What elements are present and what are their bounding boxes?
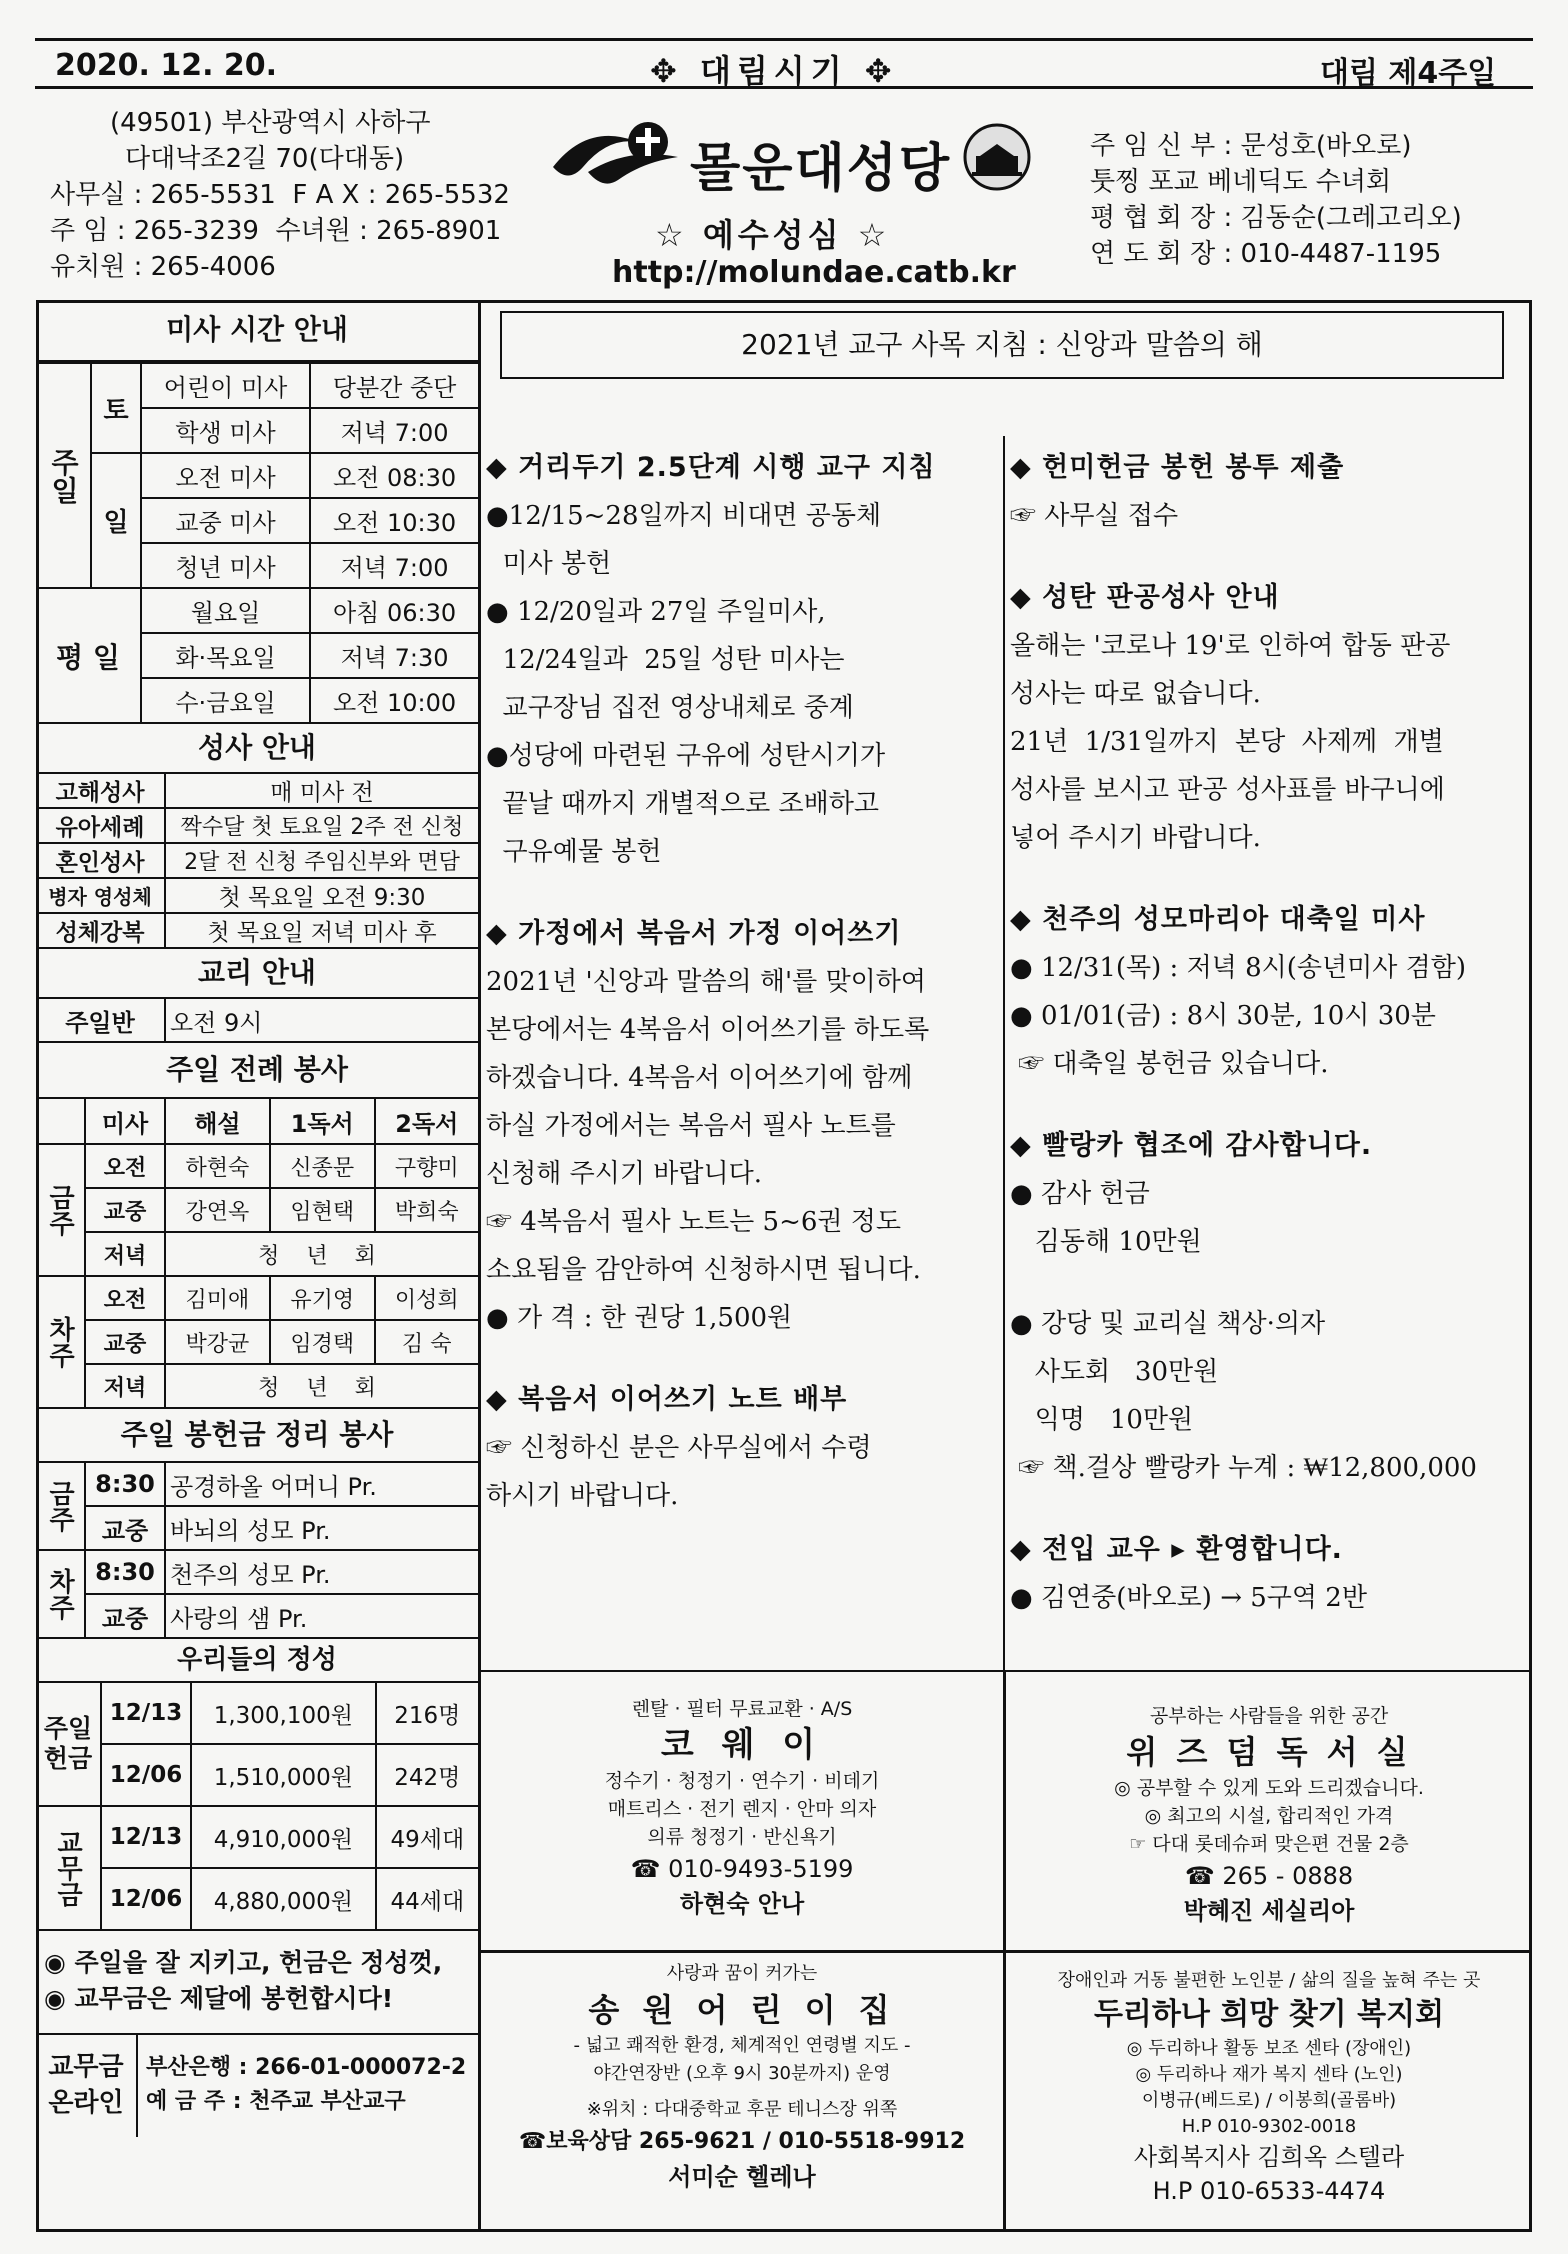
liturgical-week: 대림 제4주일	[1320, 56, 1497, 91]
service-group: 사랑의 샘 Pr.	[165, 1594, 478, 1638]
notice-column-2	[1010, 444, 1525, 1622]
online-label: 교무금	[48, 2052, 124, 2082]
offering-count: 44세대	[376, 1868, 478, 1930]
notice-line: ● 강당 및 교리실 책상·의자	[1010, 1309, 1326, 1339]
mass-time: 저녁 7:00	[310, 543, 478, 588]
ad-phone: ☎보육상담 265-9621 / 010-5518-9912	[518, 2129, 966, 2154]
spacer	[1010, 1492, 1525, 1526]
ad-name: 코 웨 이	[660, 1725, 824, 1765]
liturgy-header: 1독서	[270, 1098, 375, 1144]
service-group: 바뇌의 성모 Pr.	[165, 1506, 478, 1550]
notice-line: ☞ 신청하신 분은 사무실에서 수령	[486, 1433, 872, 1463]
notice-line: 21년 1/31일까지 본당 사제께 개별	[1010, 727, 1444, 757]
ad-detail: ◎ 두리하나 재가 복지 센타 (노인)	[1135, 2064, 1403, 2085]
sacrament-name: 병자 영성체	[36, 878, 165, 913]
account-holder: 예 금 주 : 천주교 부산교구	[146, 2089, 406, 2114]
commentator: 김미애	[165, 1276, 270, 1320]
notice-heading: ◆ 복음서 이어쓰기 노트 배부	[486, 1384, 848, 1415]
mass-time: 저녁 7:30	[310, 633, 478, 678]
liturgy-mass: 오전	[85, 1144, 165, 1188]
ad-detail: 의류 청정기 · 반신욕기	[647, 1826, 837, 1848]
offering-date: 12/13	[101, 1806, 191, 1868]
liturgy-mass: 교중	[85, 1188, 165, 1232]
notice-line: 소요됨을 감안하여 신청하시면 됩니다.	[486, 1255, 921, 1285]
church-url[interactable]: http://molundae.catb.kr	[612, 255, 1016, 290]
notice-line: 사도회 30만원	[1010, 1357, 1219, 1387]
mass-time: 오전 08:30	[310, 453, 478, 498]
notice-line: 김동해 10만원	[1010, 1227, 1202, 1257]
notice-line: 성사는 따로 없습니다.	[1010, 679, 1261, 709]
commentator: 박강균	[165, 1320, 270, 1364]
service-group: 공경하올 어머니 Pr.	[165, 1462, 478, 1506]
offering-date: 12/13	[101, 1682, 191, 1744]
offerings-title: 우리들의 정성	[177, 1645, 337, 1675]
notice-line: ● 01/01(금) : 8시 30분, 10시 30분	[1010, 1001, 1436, 1031]
notice-line: 12/24일과 25일 성탄 미사는	[486, 645, 845, 675]
ad-detail: 매트리스 · 전기 렌지 · 안마 의자	[607, 1798, 877, 1820]
church-motto: ☆ 예수성심 ☆	[655, 216, 891, 254]
ad-contact: 서미순 헬레나	[668, 2163, 816, 2191]
ad-detail: ◎ 두리하나 활동 보조 센타 (장애인)	[1126, 2038, 1412, 2059]
church-name: 몰운대성당	[690, 139, 952, 199]
ad-name: 송 원 어 린 이 집	[588, 1991, 896, 2029]
liturgy-mass: 교중	[85, 1320, 165, 1364]
ad-detail: 정수기 · 청정기 · 연수기 · 비데기	[604, 1770, 880, 1792]
spacer	[1010, 1266, 1525, 1300]
mass-name: 청년 미사	[141, 543, 310, 588]
mass-name: 어린이 미사	[141, 363, 310, 408]
ad-phone: ☎ 010-9493-5199	[630, 1855, 854, 1883]
notice-heading: ◆ 헌미헌금 봉헌 봉투 제출	[1010, 452, 1345, 483]
mass-time: 아침 06:30	[310, 588, 478, 633]
catechism-label: 주일반	[36, 998, 165, 1042]
notice-line: 익명 10만원	[1010, 1405, 1194, 1435]
staff-block	[1090, 128, 1462, 272]
next-week-label: 차주	[36, 1276, 85, 1408]
notice-line: ● 가 격 : 한 권당 1,500원	[486, 1303, 793, 1333]
saturday-label: 토	[91, 363, 141, 453]
liturgy-mass: 저녁	[85, 1232, 165, 1276]
sacrament-detail: 첫 목요일 저녁 미사 후	[165, 913, 478, 948]
mass-time: 당분간 중단	[310, 363, 478, 408]
ad-kindergarten	[482, 1960, 1002, 2194]
offering-date: 12/06	[101, 1744, 191, 1806]
commentator: 하현숙	[165, 1144, 270, 1188]
ad-coway	[482, 1695, 1002, 1921]
sunday-label: 주일	[36, 363, 91, 588]
this-week-label: 금주	[36, 1144, 85, 1276]
issue-date: 2020. 12. 20.	[55, 48, 278, 83]
church-building-icon	[962, 122, 1032, 192]
address: (49501) 부산광역시 사하구	[110, 108, 431, 138]
reader-1: 신종문	[270, 1144, 375, 1188]
nun-phone: 수녀원 : 265-8901	[275, 216, 502, 246]
ad-detail: - 넓고 쾌적한 환경, 체계적인 연령별 지도 -	[573, 2035, 911, 2056]
spacer	[486, 876, 1001, 910]
notice-line: 넣어 주시기 바랍니다.	[1010, 823, 1261, 853]
sacrament-detail: 매 미사 전	[165, 773, 478, 808]
fax: F A X : 265-5532	[292, 180, 510, 210]
liturgy-title: 주일 전례 봉사	[166, 1053, 348, 1086]
bank-account: 부산은행 : 266-01-000072-2	[146, 2055, 467, 2080]
star-icon: ☆	[842, 216, 891, 254]
offering-service-table	[36, 1461, 478, 1639]
youth-group: 청 년 회	[165, 1364, 478, 1408]
left-column	[36, 300, 478, 2137]
service-mass: 교중	[85, 1594, 165, 1638]
sisters: 툿찡 포교 베네딕도 수녀회	[1090, 167, 1392, 197]
parish-due-label: 교무금	[36, 1806, 101, 1930]
weekday-label: 평 일	[36, 588, 141, 723]
notice-line: ● 12/31(목) : 저녁 8시(송년미사 겸함)	[1010, 953, 1466, 983]
youth-group: 청 년 회	[165, 1232, 478, 1276]
mass-name: 학생 미사	[141, 408, 310, 453]
notice-line: ●12/15~28일까지 비대면 공동체	[486, 501, 882, 531]
ad-name: 두리하나 희망 찾기 복지회	[1093, 1997, 1445, 2032]
reader-2: 박희숙	[375, 1188, 478, 1232]
notice-heading: ◆ 전입 교우 ▸ 환영합니다.	[1010, 1534, 1343, 1565]
commentator: 강연옥	[165, 1188, 270, 1232]
notice-heading: ◆ 가정에서 복음서 가정 이어쓰기	[486, 918, 902, 949]
service-group: 천주의 성모 Pr.	[165, 1550, 478, 1594]
notice-line: 구유예물 봉헌	[486, 837, 662, 867]
online-transfer	[36, 2035, 478, 2137]
season-title: ✥ 대림시기 ✥	[650, 52, 898, 90]
offering-service-title: 주일 봉헌금 정리 봉사	[120, 1418, 394, 1451]
next-week-label: 차주	[36, 1550, 85, 1638]
sacrament-detail: 2달 전 신청 주임신부와 면담	[165, 843, 478, 878]
reader-2: 김 숙	[375, 1320, 478, 1364]
star-icon: ☆	[655, 216, 703, 254]
notice-line: 하시기 바랍니다.	[486, 1481, 679, 1511]
liturgy-table	[36, 1097, 478, 1409]
ad-tagline: 공부하는 사람들을 위한 공간	[1149, 1705, 1389, 1727]
reader-1: 유기영	[270, 1276, 375, 1320]
notice-column-1	[486, 444, 1001, 1520]
notice-line: ☞ 책.걸상 빨랑카 누계 : ₩12,800,000	[1010, 1453, 1477, 1483]
notice-line: 성사를 보시고 판공 성사표를 바구니에	[1010, 775, 1445, 805]
ad-name: 위 즈 덤 독 서 실	[1126, 1733, 1412, 1771]
sacrament-name: 혼인성사	[36, 843, 165, 878]
office-phone: 사무실 : 265-5531	[50, 180, 276, 210]
reader-1: 임현택	[270, 1188, 375, 1232]
notice-line: ● 감사 헌금	[1010, 1179, 1150, 1209]
notice-line: 하겠습니다. 4복음서 이어쓰기에 함께	[486, 1063, 913, 1093]
ad-tagline: 사랑과 꿈이 커가는	[666, 1963, 818, 1984]
mass-name: 화·목요일	[141, 633, 310, 678]
notice-line: 교구장님 집전 영상내체로 중계	[486, 693, 854, 723]
ad-welfare	[1006, 1968, 1532, 2208]
notice-line: 미사 봉헌	[486, 549, 612, 579]
notice-line: ●성당에 마련된 구유에 성탄시기가	[486, 741, 886, 771]
notice-line: 본당에서는 4복음서 이어쓰기를 하도록	[486, 1015, 930, 1045]
ad-study-room	[1006, 1702, 1532, 1928]
sacrament-detail: 짝수달 첫 토요일 2주 전 신청	[165, 808, 478, 843]
ad-tagline: 렌탈 · 필터 무료교환 · A/S	[631, 1698, 853, 1720]
ad-detail: H.P 010-9302-0018	[1181, 2116, 1357, 2137]
notice-heading: ◆ 빨랑카 협조에 감사합니다.	[1010, 1130, 1373, 1161]
reader-2: 이성희	[375, 1276, 478, 1320]
catechism-time: 오전 9시	[165, 998, 478, 1042]
legion-president: 연 도 회 장 : 010-4487-1195	[1090, 239, 1442, 269]
pastoral-banner: 2021년 교구 사목 지침 : 신앙과 말씀의 해	[500, 311, 1504, 379]
council-president: 평 협 회 장 : 김동순(그레고리오)	[1090, 203, 1462, 233]
address: 다대낙조2길 70(다대동)	[125, 144, 405, 174]
sacrament-name: 고해성사	[36, 773, 165, 808]
this-week-label: 금주	[36, 1462, 85, 1550]
ad-contact: 사회복지사 김희옥 스텔라	[1133, 2143, 1405, 2171]
offering-notes	[36, 1931, 478, 2035]
liturgy-header: 2독서	[375, 1098, 478, 1144]
reader-1: 임경택	[270, 1320, 375, 1364]
mass-time: 오전 10:00	[310, 678, 478, 723]
sacrament-table	[36, 772, 478, 949]
notice-line: ☞ 사무실 접수	[1010, 501, 1179, 531]
pastor: 주 임 신 부 : 문성호(바오로)	[1090, 131, 1412, 161]
ad-detail: ◎ 공부할 수 있게 도와 드리겠습니다.	[1114, 1777, 1424, 1799]
church-logo	[548, 112, 683, 192]
mass-name: 월요일	[141, 588, 310, 633]
offering-amount: 1,300,100원	[191, 1682, 376, 1744]
sacrament-detail: 첫 목요일 오전 9:30	[165, 878, 478, 913]
spacer	[1010, 540, 1525, 574]
mass-title: 미사 시간 안내	[36, 300, 478, 362]
kinder-phone: 유치원 : 265-4006	[50, 252, 276, 282]
mass-table	[36, 362, 478, 724]
offering-amount: 4,910,000원	[191, 1806, 376, 1868]
ad-phone: H.P 010-6533-4474	[1152, 2177, 1386, 2205]
offering-amount: 1,510,000원	[191, 1744, 376, 1806]
mass-name: 수·금요일	[141, 678, 310, 723]
chief-phone: 주 임 : 265-3239	[50, 216, 259, 246]
sunday-day-label: 일	[91, 453, 141, 588]
liturgy-header: 미사	[85, 1098, 165, 1144]
notice-line: ☞ 4복음서 필사 노트는 5~6권 정도	[486, 1207, 902, 1237]
service-mass: 교중	[85, 1506, 165, 1550]
mass-time: 오전 10:30	[310, 498, 478, 543]
offering-date: 12/06	[101, 1868, 191, 1930]
mass-name: 오전 미사	[141, 453, 310, 498]
liturgy-mass: 오전	[85, 1276, 165, 1320]
offering-note: ◉ 교무금은 제달에 봉헌합시다!	[44, 1984, 394, 2013]
notice-line: 끝날 때까지 개별적으로 조배하고	[486, 789, 879, 819]
notice-line: ☞ 대축일 봉헌금 있습니다.	[1010, 1049, 1329, 1079]
liturgy-mass: 저녁	[85, 1364, 165, 1408]
ad-detail: ☞ 다대 롯데슈퍼 맞은편 건물 2층	[1129, 1833, 1409, 1855]
notice-heading: ◆ 천주의 성모마리아 대축일 미사	[1010, 904, 1426, 935]
offering-count: 216명	[376, 1682, 478, 1744]
spacer	[1010, 1088, 1525, 1122]
flower-icon: ✥	[847, 52, 898, 90]
offering-count: 242명	[376, 1744, 478, 1806]
notice-line: 2021년 '신앙과 말씀의 해'를 맞이하여	[486, 967, 927, 997]
service-mass: 8:30	[85, 1462, 165, 1506]
ad-phone: ☎ 265 - 0888	[1184, 1862, 1354, 1890]
notice-line: 신청해 주시기 바랍니다.	[486, 1159, 762, 1189]
ad-detail: 야간연장반 (오후 9시 30분까지) 운영	[593, 2063, 891, 2084]
notice-heading: ◆ 성탄 판공성사 안내	[1010, 582, 1280, 613]
notice-line: ● 김연중(바오로) → 5구역 2반	[1010, 1583, 1367, 1613]
spacer	[486, 1342, 1001, 1376]
catechism-table	[36, 997, 478, 1043]
ad-tagline: 장애인과 거동 불편한 노인분 / 삶의 질을 높혀 주는 곳	[1057, 1970, 1481, 1991]
ad-contact: 하현숙 안나	[679, 1890, 805, 1918]
sacrament-name: 성체강복	[36, 913, 165, 948]
flower-icon: ✥	[650, 52, 700, 90]
service-mass: 8:30	[85, 1550, 165, 1594]
offering-note: ◉ 주일을 잘 지키고, 헌금은 정성껏,	[44, 1948, 443, 1977]
notice-heading: ◆ 거리두기 2.5단계 시행 교구 지침	[486, 452, 936, 483]
sacrament-name: 유아세례	[36, 808, 165, 843]
liturgy-header: 해설	[165, 1098, 270, 1144]
spacer	[1010, 862, 1525, 896]
offering-amount: 4,880,000원	[191, 1868, 376, 1930]
contact-block	[50, 105, 510, 285]
notice-line: ● 12/20일과 27일 주일미사,	[486, 597, 826, 627]
catechism-title: 교리 안내	[198, 956, 316, 989]
online-label: 온라인	[48, 2088, 124, 2118]
offerings-table	[36, 1681, 478, 1931]
ad-detail: ※위치 : 다대중학교 후문 테니스장 위쪽	[586, 2099, 898, 2120]
ad-contact: 박혜진 세실리아	[1183, 1897, 1355, 1925]
notice-line: 올해는 '코로나 19'로 인하여 합동 판공	[1010, 631, 1451, 661]
ad-detail: 이병규(베드로) / 이봉희(골롬바)	[1141, 2090, 1397, 2111]
reader-2: 구향미	[375, 1144, 478, 1188]
notice-line: 하실 가정에서는 복음서 필사 노트를	[486, 1111, 896, 1141]
ad-detail: ◎ 최고의 시설, 합리적인 가격	[1144, 1805, 1394, 1827]
mass-time: 저녁 7:00	[310, 408, 478, 453]
offering-count: 49세대	[376, 1806, 478, 1868]
mass-name: 교중 미사	[141, 498, 310, 543]
sunday-offering-label: 주일헌금	[36, 1682, 101, 1806]
sacrament-title: 성사 안내	[198, 731, 316, 764]
